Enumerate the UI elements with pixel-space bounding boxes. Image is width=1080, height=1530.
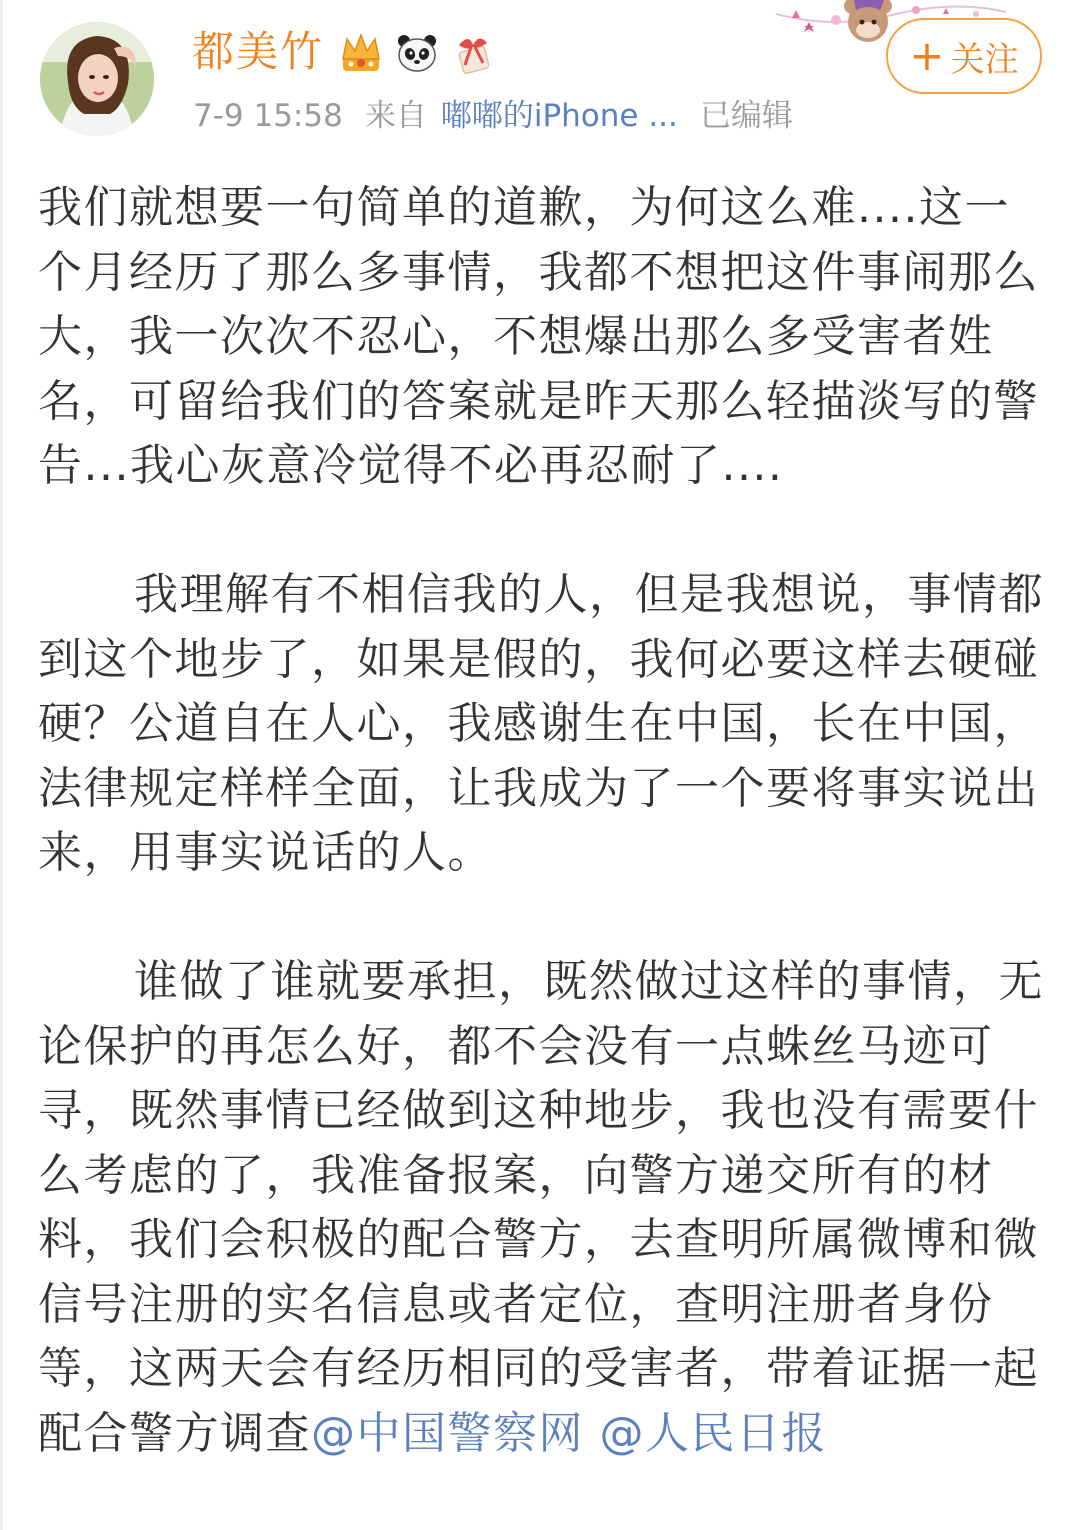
source-device-link[interactable]: 嘟嘟的iPhone ... <box>440 98 678 134</box>
post-paragraph-3 <box>38 950 1046 1466</box>
mention-link[interactable]: @人民日报 <box>599 1407 827 1459</box>
mention-link[interactable]: @中国警察网 <box>311 1407 584 1459</box>
post-content <box>38 176 1046 1466</box>
left-border <box>0 0 3 1530</box>
post-paragraph-1: 我们就想要一句简单的道歉，为何这么难....这一个月经历了那么多事情，我都不想把这件事闹那么大，我一次次不忍心，不想爆出那么多受害者姓名，可留给我们的答案就是昨天那么轻描淡写的警告...我心灰意冷觉得不必再忍耐了.... <box>38 182 1039 491</box>
paragraph-spacer <box>38 886 1046 951</box>
post-meta <box>193 94 815 138</box>
post-paragraph-3-text: 谁做了谁就要承担，既然做过这样的事情，无论保护的再怎么好，都不会没有一点蛛丝马迹可寻，既然事情已经做到这种地步，我也没有需要什么考虑的了，我准备报案，向警方递交所有的材料，我们会积极的配合警方，去查明所属微博和微信号注册的实名信息或者定位，查明注册者身份等，这两天会有经历相同的受害者，带着证据一起配合警方调查 <box>38 956 1044 1459</box>
avatar[interactable] <box>40 22 154 136</box>
crown-icon[interactable] <box>338 30 384 76</box>
follow-label: 关注 <box>950 39 1019 80</box>
source-prefix: 来自 <box>364 98 427 134</box>
follow-button[interactable] <box>886 18 1042 94</box>
post-time: 7-9 15:58 <box>193 98 343 134</box>
author-name[interactable]: 都美竹 <box>192 27 325 76</box>
badge-row <box>338 30 496 76</box>
paragraph-spacer <box>38 499 1046 564</box>
panda-icon[interactable] <box>394 30 440 76</box>
edited-label: 已编辑 <box>699 98 793 134</box>
avatar-image <box>40 22 154 136</box>
gift-ribbon-icon[interactable] <box>450 30 496 76</box>
plus-icon: + <box>909 31 945 80</box>
post-paragraph-2: 我理解有不相信我的人，但是我想说，事情都到这个地步了，如果是假的，我何必要这样去硬碰硬？公道自在人心，我感谢生在中国，长在中国，法律规定样样全面，让我成为了一个要将事实说出来，用事实说话的人。 <box>38 569 1044 878</box>
